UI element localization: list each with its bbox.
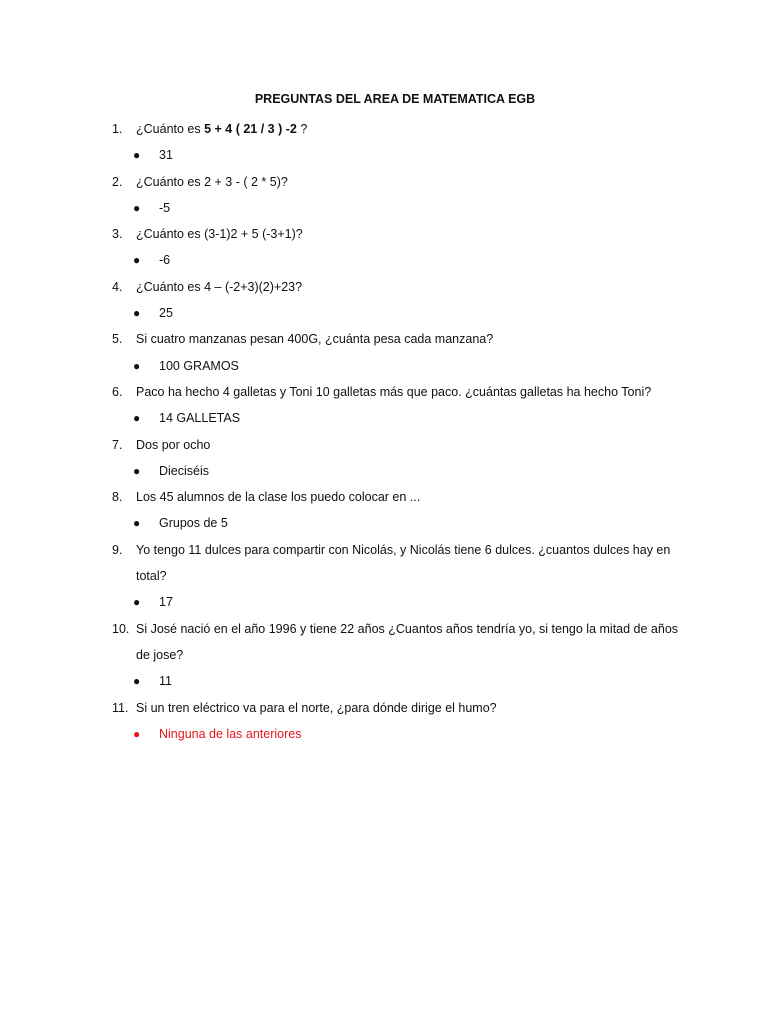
bullet-icon: ●	[133, 411, 141, 426]
answer-text: 11	[159, 674, 172, 689]
question-expression: 5 + 4 ( 21 / 3 ) -2	[204, 122, 297, 136]
bullet-icon: ●	[133, 463, 141, 478]
answer-text: 14 GALLETAS	[159, 411, 241, 426]
question-number: 9.	[112, 542, 123, 557]
bullet-icon: ●	[133, 358, 141, 373]
question-number: 5.	[112, 332, 123, 347]
answer-text: -6	[159, 253, 171, 268]
question-text: Si José nació en el año 1996 y tiene 22 años ¿Cuantos años tendría yo, si tengo la mitad de años	[136, 621, 679, 636]
question-number: 7.	[112, 437, 123, 452]
answer-item	[0, 198, 768, 224]
question-continuation	[0, 566, 768, 592]
answer-item	[0, 671, 768, 697]
answer-text: Grupos de 5	[159, 516, 228, 531]
question-item	[0, 435, 768, 461]
question-text: Si un tren eléctrico va para el norte, ¿para dónde dirige el humo?	[136, 700, 497, 715]
question-text: Yo tengo 11 dulces para compartir con Nicolás, y Nicolás tiene 6 dulces. ¿cuantos dulces hay en	[136, 542, 671, 557]
bullet-icon: ●	[133, 253, 141, 268]
question-number: 8.	[112, 490, 123, 505]
question-item	[0, 540, 768, 566]
question-item	[0, 382, 768, 408]
document-title: PREGUNTAS DEL AREA DE MATEMATICA EGB	[254, 92, 536, 106]
question-number: 10.	[112, 621, 130, 636]
question-number: 4.	[112, 279, 123, 294]
bullet-icon: ●	[133, 595, 141, 610]
bullet-icon: ●	[133, 200, 141, 215]
question-text: ¿Cuánto es 2 + 3 - ( 2 * 5)?	[136, 174, 288, 189]
question-text	[136, 119, 696, 139]
question-text: Si cuatro manzanas pesan 400G, ¿cuánta pesa cada manzana?	[136, 332, 494, 347]
question-item	[0, 224, 768, 250]
question-text: Los 45 alumnos de la clase los puedo colocar en ...	[136, 490, 421, 505]
question-number: 2.	[112, 174, 123, 189]
question-item	[0, 119, 768, 145]
question-continuation	[0, 645, 768, 671]
question-number: 1.	[112, 122, 123, 136]
bullet-icon: ●	[133, 306, 141, 321]
answer-item	[0, 592, 768, 618]
answer-text: 31	[159, 148, 173, 163]
question-text-continued: de jose?	[136, 647, 184, 662]
bullet-icon: ●	[133, 726, 141, 741]
answer-text: Ninguna de las anteriores	[159, 726, 302, 741]
question-item	[0, 619, 768, 645]
answer-item	[0, 408, 768, 434]
question-text: Dos por ocho	[136, 437, 211, 452]
bullet-icon: ●	[133, 148, 141, 163]
answer-text: Dieciséis	[159, 463, 210, 478]
question-text: ¿Cuánto es 4 – (-2+3)(2)+23?	[136, 279, 303, 294]
bullet-icon: ●	[133, 516, 141, 531]
bullet-icon: ●	[133, 674, 141, 689]
answer-item	[0, 303, 768, 329]
question-item	[0, 329, 768, 355]
answer-text: -5	[159, 200, 171, 215]
answer-text: 25	[159, 306, 173, 321]
question-item	[0, 698, 768, 724]
question-suffix: ?	[296, 122, 308, 136]
answer-item	[0, 513, 768, 539]
answer-item	[0, 356, 768, 382]
question-number: 3.	[112, 227, 123, 242]
question-item	[0, 172, 768, 198]
answer-item	[0, 461, 768, 487]
question-prefix: ¿Cuánto es	[136, 122, 205, 136]
answer-item	[0, 250, 768, 276]
answer-text: 100 GRAMOS	[159, 358, 239, 373]
question-number: 11.	[112, 700, 129, 715]
question-item	[0, 277, 768, 303]
question-text: Paco ha hecho 4 galletas y Toni 10 galletas más que paco. ¿cuántas galletas ha hecho Toni?	[136, 384, 652, 399]
question-list	[0, 119, 768, 750]
answer-item	[0, 145, 768, 171]
question-text: ¿Cuánto es (3-1)2 + 5 (-3+1)?	[136, 227, 303, 242]
answer-item-highlighted	[0, 724, 768, 750]
question-number: 6.	[112, 384, 123, 399]
question-text-continued: total?	[136, 569, 167, 584]
answer-text: 17	[159, 595, 173, 610]
question-item	[0, 487, 768, 513]
